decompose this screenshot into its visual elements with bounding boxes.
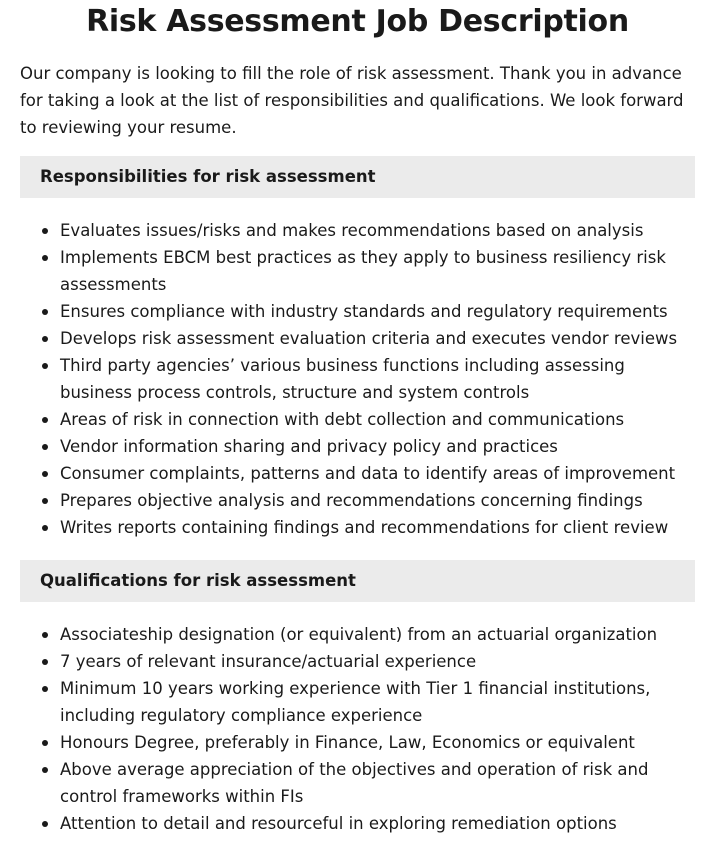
responsibility-item: Vendor information sharing and privacy policy and practices (60, 433, 700, 460)
responsibility-item: Evaluates issues/risks and makes recommendations based on analysis (60, 217, 700, 244)
responsibility-item: Prepares objective analysis and recommendations concerning findings (60, 487, 700, 514)
qualification-item: Honours Degree, preferably in Finance, Law, Economics or equivalent (60, 729, 700, 756)
responsibility-item: Writes reports containing findings and recommendations for client review (60, 514, 700, 541)
qualification-item: Attention to detail and resourceful in exploring remediation options (60, 810, 700, 837)
responsibilities-heading: Responsibilities for risk assessment (20, 156, 695, 198)
responsibility-item: Third party agencies’ various business functions including assessing business process controls, structure and system controls (60, 352, 700, 406)
responsibility-item: Areas of risk in connection with debt collection and communications (60, 406, 700, 433)
qualification-item: Minimum 10 years working experience with Tier 1 financial institutions, including regulatory compliance experience (60, 675, 700, 729)
qualification-item: Above average appreciation of the objectives and operation of risk and control frameworks within FIs (60, 756, 700, 810)
responsibilities-list (20, 217, 700, 541)
qualification-item: Associateship designation (or equivalent) from an actuarial organization (60, 621, 700, 648)
qualification-item: 7 years of relevant insurance/actuarial experience (60, 648, 700, 675)
responsibility-item: Consumer complaints, patterns and data to identify areas of improvement (60, 460, 700, 487)
intro-paragraph: Our company is looking to fill the role of risk assessment. Thank you in advance for taking a look at the list of responsibilities and qualifications. We look forward to reviewing your resume. (20, 64, 684, 137)
responsibility-item: Develops risk assessment evaluation criteria and executes vendor reviews (60, 325, 700, 352)
qualifications-heading: Qualifications for risk assessment (20, 560, 695, 602)
responsibility-item: Implements EBCM best practices as they apply to business resiliency risk assessments (60, 244, 700, 298)
qualifications-list (20, 621, 700, 837)
page-title: Risk Assessment Job Description (86, 4, 629, 39)
responsibility-item: Ensures compliance with industry standards and regulatory requirements (60, 298, 700, 325)
